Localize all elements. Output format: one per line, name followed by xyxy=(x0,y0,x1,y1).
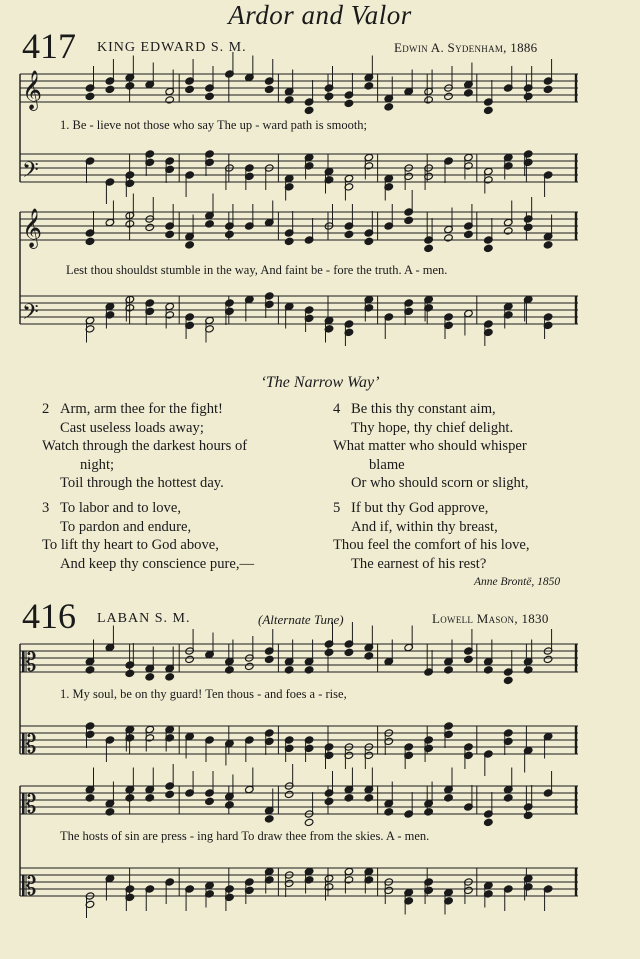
stanza-line: Toil through the hottest day. xyxy=(60,475,224,491)
note-head xyxy=(523,223,533,231)
note-head xyxy=(344,230,354,238)
note-head xyxy=(464,230,474,238)
c-clef-icon: 𝄡 xyxy=(22,648,37,678)
note-head xyxy=(364,82,374,90)
note-head xyxy=(444,92,454,100)
note-head xyxy=(344,99,354,107)
note-head xyxy=(185,85,195,93)
note-head xyxy=(145,673,155,681)
note-head xyxy=(165,673,175,681)
treble-clef-icon: 𝄞 xyxy=(22,70,43,110)
stanza-line: To pardon and endure, xyxy=(60,518,192,535)
stanza-line: Watch through the darkest hours of xyxy=(42,438,248,454)
stanza-line: The earnest of his rest? xyxy=(351,555,487,572)
note-head xyxy=(205,220,215,228)
note-head xyxy=(344,794,354,802)
stanza-line: To labor and to love, xyxy=(60,500,181,516)
stanza-line: To lift thy heart to God above, xyxy=(42,537,219,553)
stanza-line: And if, within thy breast, xyxy=(351,518,498,535)
note-head xyxy=(304,818,314,826)
note-head xyxy=(503,676,513,684)
note-head xyxy=(484,818,494,826)
stanza-number: 5 xyxy=(333,500,341,516)
note-head xyxy=(145,223,155,231)
note-head xyxy=(503,794,513,802)
stanza-line: night; xyxy=(80,456,115,473)
hymn-number: 417 xyxy=(22,26,76,66)
note-head xyxy=(245,662,255,670)
c-clef-icon: 𝄡 xyxy=(22,872,37,902)
bass-clef-icon: 𝄢 xyxy=(22,300,39,330)
note-head xyxy=(424,808,434,816)
note-head xyxy=(85,92,95,100)
stanza-number: 2 xyxy=(42,401,50,417)
note-head xyxy=(444,234,454,242)
tune-name: LABAN S. M. xyxy=(97,611,191,626)
note-head xyxy=(205,92,215,100)
poem-subtitle: ‘The Narrow Way’ xyxy=(260,374,380,391)
stanza xyxy=(333,499,530,573)
music-system xyxy=(20,208,600,358)
note-head xyxy=(523,92,533,100)
composer: Lowell Mason, 1830 xyxy=(432,611,549,626)
note-head xyxy=(125,794,135,802)
music-system xyxy=(20,70,600,200)
note-head xyxy=(503,227,513,235)
note-head xyxy=(264,85,274,93)
note-head xyxy=(464,655,474,663)
note-head xyxy=(185,655,195,663)
note-head xyxy=(523,811,533,819)
tune-name: KING EDWARD S. M. xyxy=(97,40,247,55)
note-head xyxy=(185,241,195,249)
stanza-line: What matter who should whisper xyxy=(333,438,527,454)
stanza-line: Thou feel the comfort of his love, xyxy=(333,537,530,553)
treble-clef-icon: 𝄞 xyxy=(22,208,43,248)
stanza-line: Be this thy constant aim, xyxy=(351,401,496,417)
note-head xyxy=(364,794,374,802)
alternate-tune-note: (Alternate Tune) xyxy=(258,612,344,627)
note-head xyxy=(105,85,115,93)
stanza-line: Arm, arm thee for the fight! xyxy=(60,401,223,417)
stanza-line: If but thy God approve, xyxy=(351,500,489,516)
page-title: Ardor and Valor xyxy=(228,0,412,30)
music-system xyxy=(20,640,600,770)
note-head xyxy=(165,96,175,104)
note-head xyxy=(304,106,314,114)
note-head xyxy=(165,790,175,798)
stanza-line: Or who should scorn or slight, xyxy=(351,475,529,491)
poem-author: Anne Brontë, 1850 xyxy=(474,576,561,588)
note-head xyxy=(205,797,215,805)
stanza-number: 4 xyxy=(333,401,341,417)
stanza xyxy=(333,400,529,493)
composer: Edwin A. Sydenham, 1886 xyxy=(394,40,538,55)
note-head xyxy=(364,652,374,660)
note-head xyxy=(284,237,294,245)
note-head xyxy=(444,794,454,802)
note-head xyxy=(484,244,494,252)
note-head xyxy=(225,801,235,809)
note-head xyxy=(85,237,95,245)
note-head xyxy=(424,244,434,252)
lyric-line: 1. My soul, be on thy guard! Ten thous - and foes a - rise, xyxy=(60,687,347,701)
note-head xyxy=(444,666,454,674)
note-head xyxy=(85,666,95,674)
stanza-number: 3 xyxy=(42,500,50,516)
note-head xyxy=(364,237,374,245)
note-head xyxy=(543,85,553,93)
note-head xyxy=(225,230,235,238)
stanza xyxy=(42,499,254,573)
note-head xyxy=(384,808,394,816)
note-head xyxy=(324,648,334,656)
note-head xyxy=(324,797,334,805)
music-system xyxy=(20,782,600,912)
stanza-line: blame xyxy=(369,456,405,473)
c-clef-icon: 𝄡 xyxy=(22,790,37,820)
note-head xyxy=(284,666,294,674)
note-head xyxy=(484,106,494,114)
c-clef-icon: 𝄡 xyxy=(22,730,37,760)
lyric-line: 1. Be - lieve not those who say The up - ward path is smooth; xyxy=(60,118,368,132)
note-head xyxy=(264,815,274,823)
note-head xyxy=(225,666,235,674)
stanza xyxy=(42,400,247,493)
note-head xyxy=(543,241,553,249)
note-head xyxy=(165,230,175,238)
note-head xyxy=(264,655,274,663)
lyric-line: The hosts of sin are press - ing hard To draw thee from the skies. A - men. xyxy=(60,829,430,843)
note-head xyxy=(105,808,115,816)
note-head xyxy=(344,648,354,656)
note-head xyxy=(85,794,95,802)
note-head xyxy=(125,82,135,90)
note-head xyxy=(543,655,553,663)
note-head xyxy=(464,89,474,97)
note-head xyxy=(384,103,394,111)
note-head xyxy=(484,666,494,674)
stanza-line: And keep thy conscience pure,— xyxy=(60,555,255,572)
note-head xyxy=(404,216,414,224)
bass-clef-icon: 𝄢 xyxy=(22,158,39,188)
note-head xyxy=(145,794,155,802)
note-head xyxy=(284,790,294,798)
note-head xyxy=(284,96,294,104)
note-head xyxy=(523,666,533,674)
stanza-line: Cast useless loads away; xyxy=(60,419,204,436)
note-head xyxy=(424,96,434,104)
note-head xyxy=(324,92,334,100)
note-head xyxy=(304,666,314,674)
hymn-number: 416 xyxy=(22,596,76,636)
note-head xyxy=(125,669,135,677)
stanza-line: Thy hope, thy chief delight. xyxy=(351,419,514,436)
lyric-line: Lest thou shouldst stumble in the way, And faint be - fore the truth. A - men. xyxy=(66,263,448,277)
